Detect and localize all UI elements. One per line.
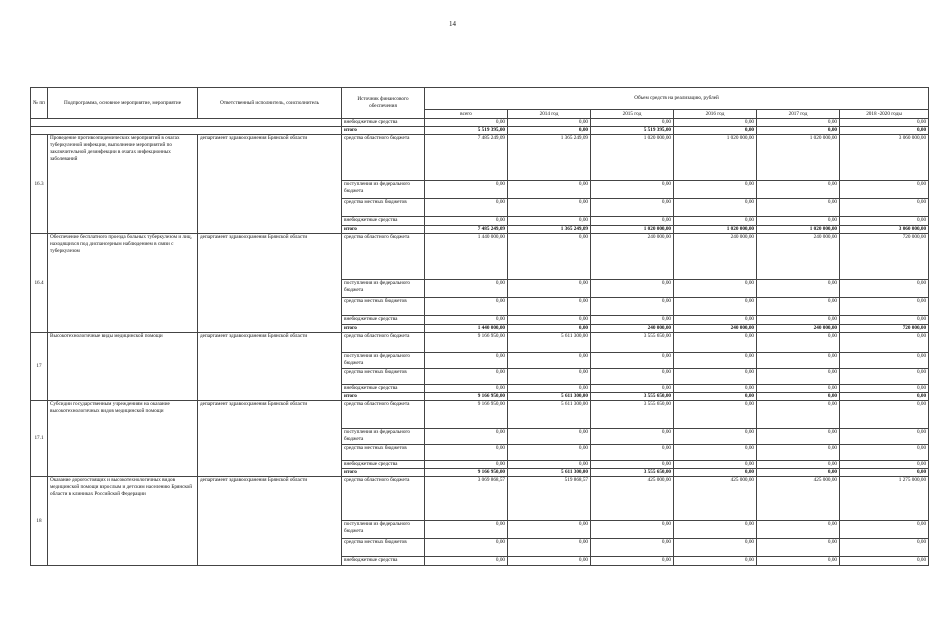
amount-cell: 3 069 868,57 <box>425 477 508 521</box>
amount-cell: 519 868,57 <box>508 477 591 521</box>
amount-cell: 0,00 <box>757 461 840 469</box>
amount-cell: 0,00 <box>425 199 508 217</box>
amount-cell: 0,00 <box>674 119 757 127</box>
amount-cell: 3 555 650,00 <box>591 401 674 429</box>
amount-cell: 0,00 <box>840 521 929 539</box>
header-source: Источник финансового обеспечения <box>342 88 425 119</box>
amount-cell: 0,00 <box>425 539 508 557</box>
amount-cell: 7 485 249,09 <box>425 226 508 234</box>
amount-cell: 0,00 <box>591 521 674 539</box>
amount-cell: 0,00 <box>840 217 929 226</box>
amount-cell: 0,00 <box>674 333 757 353</box>
amount-cell: 0,00 <box>757 539 840 557</box>
amount-cell: 0,00 <box>757 127 840 135</box>
amount-cell: 0,00 <box>508 445 591 461</box>
amount-cell: 0,00 <box>508 325 591 333</box>
amount-cell: 9 166 950,00 <box>425 393 508 401</box>
amount-cell: 0,00 <box>508 557 591 566</box>
amount-cell: 425 000,00 <box>674 477 757 521</box>
source-cell: итого <box>342 325 425 333</box>
source-cell: средства местных бюджетов <box>342 298 425 316</box>
amount-cell: 0,00 <box>674 199 757 217</box>
source-cell: внебюджетные средства <box>342 316 425 325</box>
source-cell: внебюджетные средства <box>342 217 425 226</box>
source-cell: внебюджетные средства <box>342 385 425 393</box>
amount-cell: 0,00 <box>674 385 757 393</box>
amount-cell: 0,00 <box>757 353 840 369</box>
amount-cell: 0,00 <box>840 181 929 199</box>
source-cell: средства местных бюджетов <box>342 199 425 217</box>
amount-cell: 1 020 000,00 <box>674 226 757 234</box>
amount-cell: 1 440 000,00 <box>425 234 508 280</box>
header-program: Подпрограмма, основное мероприятие, мероприятие <box>48 88 198 119</box>
amount-cell: 0,00 <box>425 557 508 566</box>
amount-cell: 1 440 000,00 <box>425 325 508 333</box>
amount-cell: 0,00 <box>425 385 508 393</box>
amount-cell: 0,00 <box>674 280 757 298</box>
amount-cell: 0,00 <box>757 521 840 539</box>
amount-cell: 0,00 <box>591 353 674 369</box>
executor-cell: департамент здравоохранения Брянской области <box>198 477 342 566</box>
table-row <box>31 401 929 429</box>
source-cell: итого <box>342 127 425 135</box>
executor-cell: департамент здравоохранения Брянской области <box>198 234 342 333</box>
amount-cell: 0,00 <box>840 369 929 385</box>
amount-cell: 425 000,00 <box>757 477 840 521</box>
header-num: № пп <box>31 88 48 119</box>
amount-cell: 9 166 950,00 <box>425 469 508 477</box>
amount-cell: 0,00 <box>840 461 929 469</box>
amount-cell: 0,00 <box>508 127 591 135</box>
activity-name: Оказание дорогостоящих и высокотехнологичных видов медицинской помощи взрослым и детским населению Брянской области в клиниках Российской Федерации <box>48 477 198 566</box>
amount-cell: 0,00 <box>674 217 757 226</box>
amount-cell: 0,00 <box>508 353 591 369</box>
source-cell: средства местных бюджетов <box>342 445 425 461</box>
source-cell: средства местных бюджетов <box>342 369 425 385</box>
amount-cell: 0,00 <box>674 316 757 325</box>
amount-cell: 0,00 <box>591 217 674 226</box>
amount-cell: 5 611 300,00 <box>508 333 591 353</box>
amount-cell: 240 000,00 <box>674 325 757 333</box>
amount-cell: 0,00 <box>840 401 929 429</box>
source-cell: поступления из федерального бюджета <box>342 353 425 369</box>
source-cell: внебюджетные средства <box>342 557 425 566</box>
amount-cell: 1 020 000,00 <box>591 135 674 181</box>
amount-cell: 0,00 <box>508 429 591 445</box>
amount-cell: 0,00 <box>508 461 591 469</box>
amount-cell: 1 020 000,00 <box>757 226 840 234</box>
financing-table <box>30 87 929 566</box>
amount-cell: 0,00 <box>674 298 757 316</box>
amount-cell: 240 000,00 <box>757 234 840 280</box>
activity-name: Субсидии государственным учреждениям на оказание высокотехнологичных видов медицинской помощи <box>48 401 198 477</box>
total-row <box>31 127 929 135</box>
amount-cell: 5 611 300,00 <box>508 401 591 429</box>
header-col: 2016 год <box>674 110 757 119</box>
amount-cell: 0,00 <box>840 298 929 316</box>
amount-cell: 0,00 <box>508 181 591 199</box>
amount-cell: 0,00 <box>840 557 929 566</box>
amount-cell: 0,00 <box>425 119 508 127</box>
amount-cell: 0,00 <box>840 333 929 353</box>
amount-cell: 0,00 <box>840 199 929 217</box>
activity-name: Высокотехнологичные виды медицинской помощи <box>48 333 198 401</box>
amount-cell: 0,00 <box>425 429 508 445</box>
amount-cell: 0,00 <box>591 461 674 469</box>
source-cell: итого <box>342 393 425 401</box>
source-cell: поступления из федерального бюджета <box>342 521 425 539</box>
source-cell: итого <box>342 469 425 477</box>
amount-cell: 0,00 <box>757 557 840 566</box>
row-number: 17 <box>31 333 48 401</box>
amount-cell: 0,00 <box>508 119 591 127</box>
source-cell: внебюджетные средства <box>342 119 425 127</box>
amount-cell: 0,00 <box>840 316 929 325</box>
row-number: 17.1 <box>31 401 48 477</box>
amount-cell: 0,00 <box>591 119 674 127</box>
amount-cell: 0,00 <box>840 539 929 557</box>
source-cell: поступления из федерального бюджета <box>342 280 425 298</box>
table-row <box>31 333 929 353</box>
source-cell: средства областного бюджета <box>342 401 425 429</box>
header-executor: Ответственный исполнитель, соисполнитель <box>198 88 342 119</box>
amount-cell: 240 000,00 <box>757 325 840 333</box>
amount-cell: 0,00 <box>508 280 591 298</box>
amount-cell: 0,00 <box>840 280 929 298</box>
source-cell: средства областного бюджета <box>342 477 425 521</box>
amount-cell: 0,00 <box>425 369 508 385</box>
amount-cell: 0,00 <box>674 539 757 557</box>
amount-cell: 0,00 <box>674 393 757 401</box>
source-cell: поступления из федерального бюджета <box>342 181 425 199</box>
amount-cell: 0,00 <box>591 385 674 393</box>
amount-cell: 0,00 <box>674 181 757 199</box>
amount-cell: 0,00 <box>757 119 840 127</box>
amount-cell: 0,00 <box>591 199 674 217</box>
amount-cell: 0,00 <box>757 445 840 461</box>
amount-cell: 0,00 <box>674 445 757 461</box>
amount-cell: 720 000,00 <box>840 325 929 333</box>
amount-cell: 3 555 650,00 <box>591 393 674 401</box>
amount-cell: 0,00 <box>757 217 840 226</box>
source-cell: итого <box>342 226 425 234</box>
amount-cell: 0,00 <box>840 445 929 461</box>
source-cell: средства местных бюджетов <box>342 539 425 557</box>
amount-cell: 0,00 <box>591 298 674 316</box>
row-number: 16.3 <box>31 135 48 234</box>
amount-cell: 0,00 <box>508 234 591 280</box>
amount-cell: 5 519 395,00 <box>591 127 674 135</box>
amount-cell: 0,00 <box>425 353 508 369</box>
amount-cell: 0,00 <box>757 385 840 393</box>
amount-cell: 1 020 000,00 <box>757 135 840 181</box>
table-row <box>31 119 929 127</box>
amount-cell: 425 000,00 <box>591 477 674 521</box>
amount-cell: 0,00 <box>674 557 757 566</box>
amount-cell: 0,00 <box>508 217 591 226</box>
activity-name: Обеспечение бесплатного проезда больных туберкулезом и лиц, находящихся под диспансерным наблюдением в связи с туберкулезом <box>48 234 198 333</box>
amount-cell: 3 555 650,00 <box>591 333 674 353</box>
amount-cell: 0,00 <box>591 181 674 199</box>
amount-cell: 0,00 <box>840 429 929 445</box>
header-col: 2017 год <box>757 110 840 119</box>
amount-cell: 7 485 249,09 <box>425 135 508 181</box>
amount-cell: 0,00 <box>757 369 840 385</box>
amount-cell: 0,00 <box>757 333 840 353</box>
header-col: 2018 -2020 годы <box>840 110 929 119</box>
amount-cell: 0,00 <box>425 217 508 226</box>
amount-cell: 0,00 <box>508 298 591 316</box>
header-col: всего <box>425 110 508 119</box>
amount-cell: 0,00 <box>840 353 929 369</box>
continuation-cell <box>31 127 342 135</box>
table-row <box>31 477 929 521</box>
amount-cell: 0,00 <box>674 353 757 369</box>
amount-cell: 0,00 <box>840 393 929 401</box>
amount-cell: 0,00 <box>508 369 591 385</box>
amount-cell: 1 020 000,00 <box>674 135 757 181</box>
amount-cell: 240 000,00 <box>674 234 757 280</box>
executor-cell: департамент здравоохранения Брянской области <box>198 333 342 401</box>
amount-cell: 0,00 <box>508 316 591 325</box>
header-col: 2014 год <box>508 110 591 119</box>
source-cell: средства областного бюджета <box>342 135 425 181</box>
amount-cell: 0,00 <box>425 461 508 469</box>
amount-cell: 0,00 <box>674 429 757 445</box>
continuation-cell <box>31 119 342 127</box>
amount-cell: 0,00 <box>591 557 674 566</box>
executor-cell: департамент здравоохранения Брянской области <box>198 401 342 477</box>
table-row <box>31 234 929 280</box>
amount-cell: 720 000,00 <box>840 234 929 280</box>
amount-cell: 0,00 <box>674 469 757 477</box>
header-col: 2015 год <box>591 110 674 119</box>
table-row <box>31 135 929 181</box>
amount-cell: 0,00 <box>591 316 674 325</box>
amount-cell: 240 000,00 <box>591 234 674 280</box>
amount-cell: 0,00 <box>757 316 840 325</box>
amount-cell: 5 519 395,00 <box>425 127 508 135</box>
amount-cell: 240 000,00 <box>591 325 674 333</box>
executor-cell: департамент здравоохранения Брянской области <box>198 135 342 234</box>
amount-cell: 3 060 000,00 <box>840 135 929 181</box>
amount-cell: 0,00 <box>757 298 840 316</box>
source-cell: поступления из федерального бюджета <box>342 429 425 445</box>
amount-cell: 0,00 <box>508 199 591 217</box>
source-cell: средства областного бюджета <box>342 333 425 353</box>
amount-cell: 0,00 <box>757 401 840 429</box>
amount-cell: 0,00 <box>425 280 508 298</box>
amount-cell: 0,00 <box>425 445 508 461</box>
amount-cell: 0,00 <box>840 127 929 135</box>
amount-cell: 0,00 <box>840 119 929 127</box>
source-cell: средства областного бюджета <box>342 234 425 280</box>
amount-cell: 0,00 <box>674 401 757 429</box>
row-number: 18 <box>31 477 48 566</box>
activity-name: Проведение противоэпидемических мероприятий в очагах туберкулезной инфекции, выполнение мероприятий по заключительной дезинфекции в очагах инфекционных заболеваний <box>48 135 198 234</box>
amount-cell: 0,00 <box>425 298 508 316</box>
amount-cell: 0,00 <box>591 429 674 445</box>
amount-cell: 0,00 <box>591 280 674 298</box>
amount-cell: 1 365 249,09 <box>508 135 591 181</box>
amount-cell: 0,00 <box>508 539 591 557</box>
amount-cell: 0,00 <box>757 280 840 298</box>
page-number: 14 <box>449 20 456 28</box>
amount-cell: 0,00 <box>674 127 757 135</box>
amount-cell: 1 365 249,09 <box>508 226 591 234</box>
amount-cell: 0,00 <box>674 369 757 385</box>
amount-cell: 0,00 <box>840 469 929 477</box>
amount-cell: 0,00 <box>591 539 674 557</box>
amount-cell: 0,00 <box>757 393 840 401</box>
amount-cell: 5 611 300,00 <box>508 393 591 401</box>
amount-cell: 0,00 <box>757 199 840 217</box>
amount-cell: 1 275 000,00 <box>840 477 929 521</box>
amount-cell: 0,00 <box>591 369 674 385</box>
amount-cell: 0,00 <box>757 469 840 477</box>
amount-cell: 0,00 <box>425 521 508 539</box>
amount-cell: 3 060 000,00 <box>840 226 929 234</box>
amount-cell: 0,00 <box>757 429 840 445</box>
row-number: 16.4 <box>31 234 48 333</box>
amount-cell: 0,00 <box>757 181 840 199</box>
amount-cell: 1 020 000,00 <box>591 226 674 234</box>
amount-cell: 9 166 950,00 <box>425 401 508 429</box>
amount-cell: 0,00 <box>425 181 508 199</box>
amount-cell: 3 555 650,00 <box>591 469 674 477</box>
amount-cell: 5 611 300,00 <box>508 469 591 477</box>
amount-cell: 0,00 <box>591 445 674 461</box>
source-cell: внебюджетные средства <box>342 461 425 469</box>
amount-cell: 0,00 <box>840 385 929 393</box>
amount-cell: 0,00 <box>674 521 757 539</box>
header-volume: Объем средств на реализацию, рублей <box>425 88 929 110</box>
amount-cell: 9 166 950,00 <box>425 333 508 353</box>
amount-cell: 0,00 <box>674 461 757 469</box>
amount-cell: 0,00 <box>508 521 591 539</box>
amount-cell: 0,00 <box>425 316 508 325</box>
amount-cell: 0,00 <box>508 385 591 393</box>
